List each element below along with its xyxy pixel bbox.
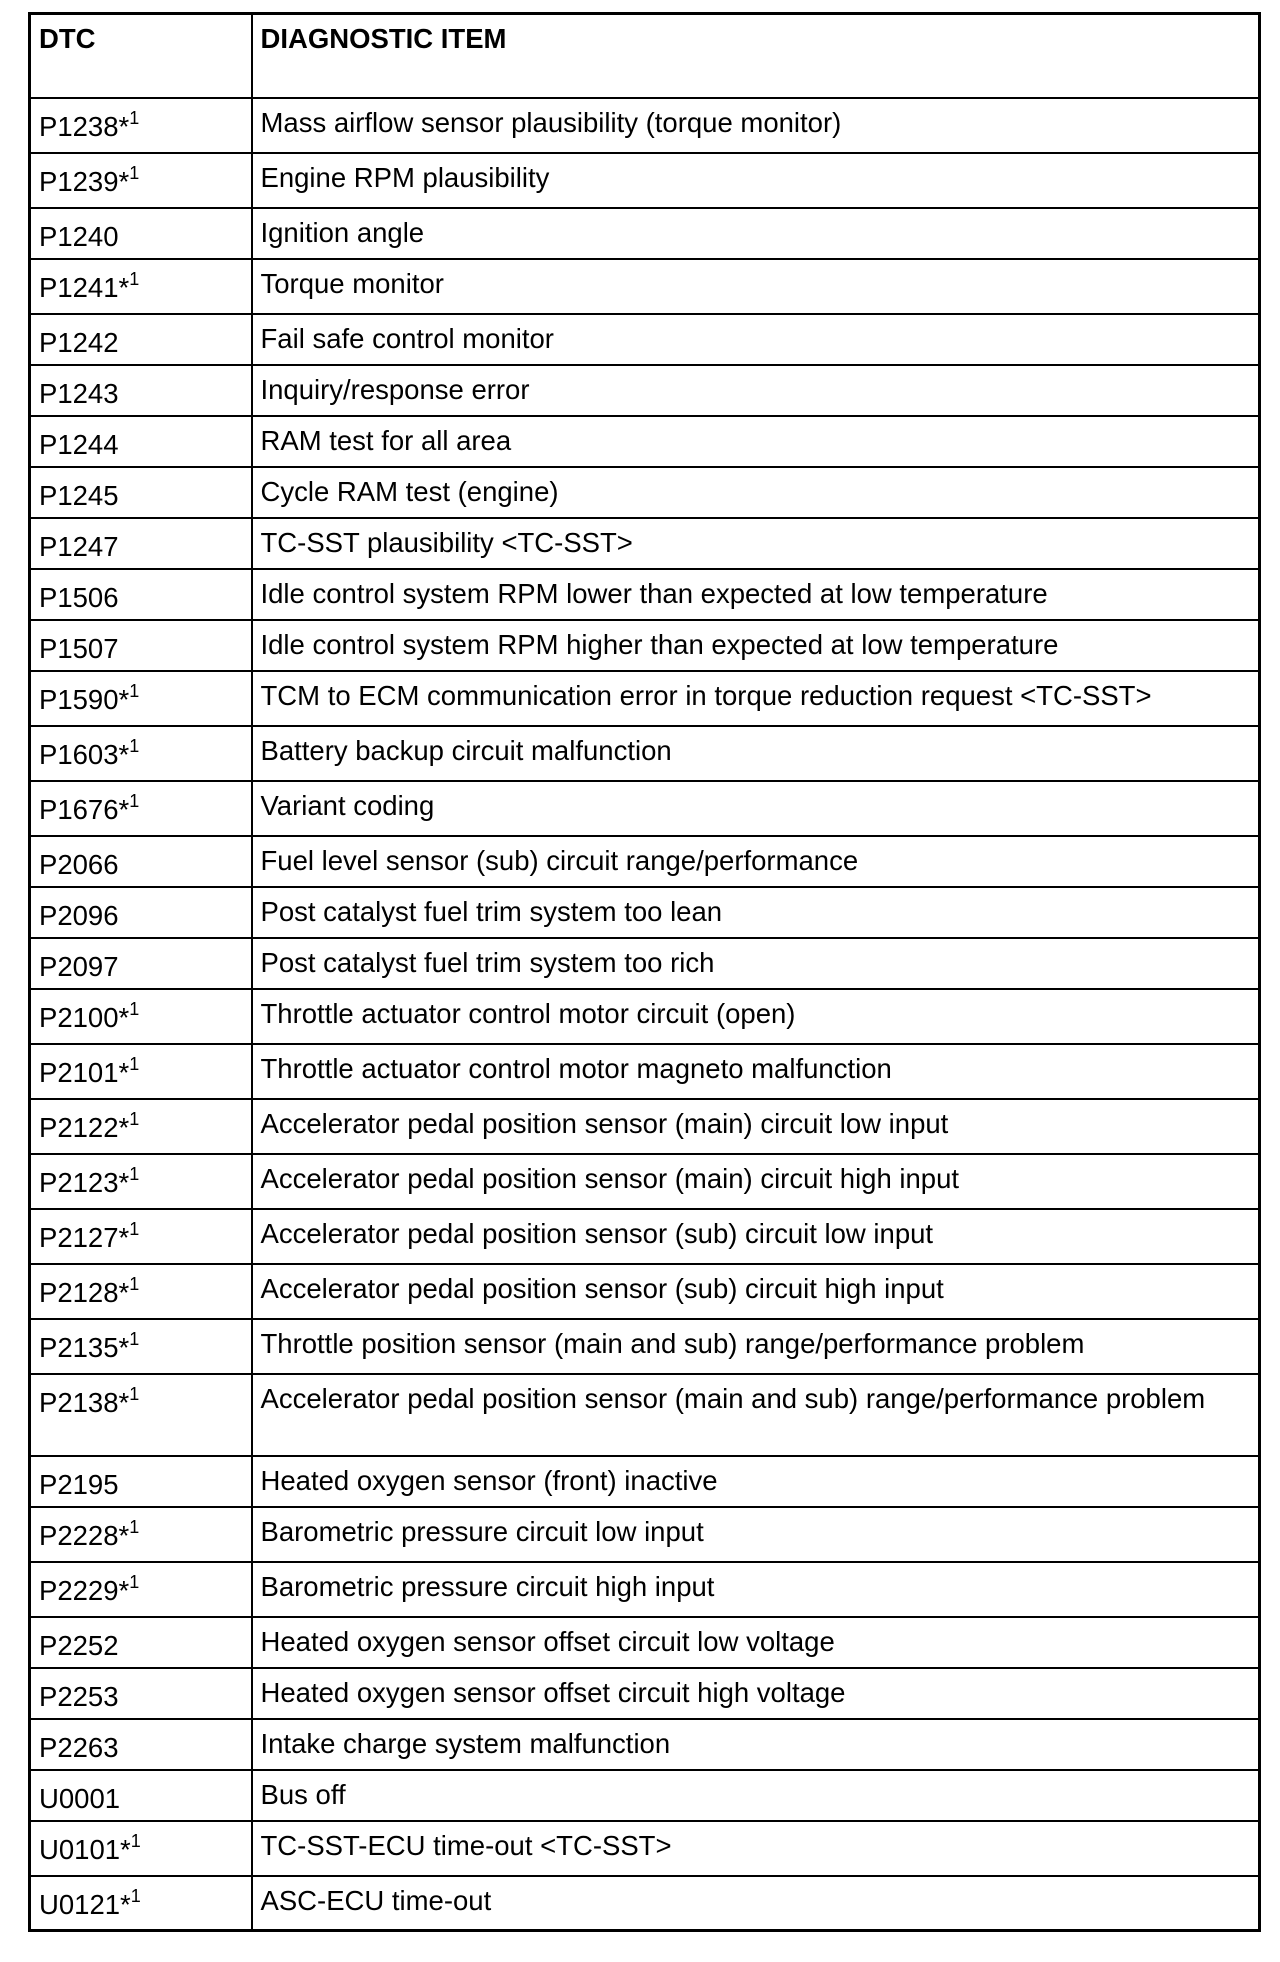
- diagnostic-item-cell: Post catalyst fuel trim system too lean: [252, 887, 1260, 938]
- table-row: [30, 518, 1260, 569]
- dtc-code: U0101: [39, 1833, 121, 1865]
- header-dtc: DTC: [30, 14, 252, 98]
- footnote-number: 1: [129, 1108, 140, 1129]
- diagnostic-item-cell: Fuel level sensor (sub) circuit range/performance: [252, 836, 1260, 887]
- footnote-asterisk: *: [118, 1331, 130, 1363]
- footnote-number: 1: [130, 1885, 141, 1906]
- dtc-code: P2066: [39, 848, 119, 880]
- table-row: [30, 1374, 1260, 1456]
- diagnostic-item-cell: Intake charge system malfunction: [252, 1719, 1260, 1770]
- footnote-number: 1: [129, 1273, 140, 1294]
- table-row: [30, 1770, 1260, 1821]
- table-row: [30, 836, 1260, 887]
- dtc-code: P1241: [39, 271, 119, 303]
- dtc-code: P2252: [39, 1629, 119, 1661]
- footnote-number: 1: [129, 1218, 140, 1239]
- dtc-code-cell: [30, 1456, 252, 1507]
- dtc-code-cell: [30, 1507, 252, 1562]
- footnote-number: 1: [129, 107, 140, 128]
- table-row: [30, 1821, 1260, 1876]
- dtc-code-cell: [30, 569, 252, 620]
- table-row: [30, 1209, 1260, 1264]
- table-row: [30, 314, 1260, 365]
- dtc-code-cell: [30, 1319, 252, 1374]
- diagnostic-item-cell: Post catalyst fuel trim system too rich: [252, 938, 1260, 989]
- footnote-asterisk: *: [118, 738, 130, 770]
- dtc-code-cell: [30, 259, 252, 314]
- dtc-code: P2138: [39, 1386, 119, 1418]
- dtc-code-cell: [30, 314, 252, 365]
- dtc-code: U0121: [39, 1888, 121, 1920]
- dtc-code: P2097: [39, 950, 119, 982]
- footnote-asterisk: *: [120, 1833, 131, 1865]
- table-row: [30, 365, 1260, 416]
- footnote-number: 1: [129, 1163, 140, 1184]
- dtc-code: P1506: [39, 581, 119, 613]
- dtc-code: P1244: [39, 428, 119, 460]
- dtc-code: P1239: [39, 165, 119, 197]
- diagnostic-item-cell: Heated oxygen sensor (front) inactive: [252, 1456, 1260, 1507]
- diagnostic-item-cell: Idle control system RPM higher than expected at low temperature: [252, 620, 1260, 671]
- dtc-code: P1242: [39, 326, 119, 358]
- dtc-code: P1238: [39, 110, 119, 142]
- dtc-code-cell: [30, 98, 252, 153]
- diagnostic-item-cell: Accelerator pedal position sensor (sub) circuit high input: [252, 1264, 1260, 1319]
- table-row: [30, 1099, 1260, 1154]
- footnote-number: 1: [129, 268, 140, 289]
- dtc-code: P1247: [39, 530, 119, 562]
- table-row: [30, 1719, 1260, 1770]
- diagnostic-item-cell: Throttle position sensor (main and sub) range/performance problem: [252, 1319, 1260, 1374]
- dtc-code: P1603: [39, 738, 119, 770]
- diagnostic-item-cell: Variant coding: [252, 781, 1260, 836]
- table-row: [30, 1456, 1260, 1507]
- footnote-number: 1: [129, 1571, 140, 1592]
- dtc-code: P1245: [39, 479, 119, 511]
- dtc-code-cell: [30, 1719, 252, 1770]
- dtc-code-cell: [30, 726, 252, 781]
- dtc-code: P2263: [39, 1731, 119, 1763]
- diagnostic-item-cell: Accelerator pedal position sensor (main) circuit low input: [252, 1099, 1260, 1154]
- diagnostic-item-cell: TC-SST-ECU time-out <TC-SST>: [252, 1821, 1260, 1876]
- table-row: [30, 259, 1260, 314]
- dtc-code-cell: [30, 365, 252, 416]
- dtc-code: P2229: [39, 1574, 119, 1606]
- dtc-code: P2128: [39, 1276, 119, 1308]
- dtc-code: P2253: [39, 1680, 119, 1712]
- table-row: [30, 989, 1260, 1044]
- footnote-asterisk: *: [118, 1221, 130, 1253]
- diagnostic-item-cell: Barometric pressure circuit high input: [252, 1562, 1260, 1617]
- table-row: [30, 153, 1260, 208]
- footnote-asterisk: *: [118, 110, 130, 142]
- dtc-code: P1676: [39, 793, 119, 825]
- footnote-number: 1: [129, 680, 140, 701]
- diagnostic-item-cell: Heated oxygen sensor offset circuit high voltage: [252, 1668, 1260, 1719]
- dtc-code-cell: [30, 989, 252, 1044]
- diagnostic-item-cell: Ignition angle: [252, 208, 1260, 259]
- dtc-code-cell: [30, 1617, 252, 1668]
- diagnostic-item-cell: Inquiry/response error: [252, 365, 1260, 416]
- dtc-code-cell: [30, 1099, 252, 1154]
- footnote-number: 1: [129, 790, 140, 811]
- footnote-asterisk: *: [118, 1001, 130, 1033]
- footnote-asterisk: *: [118, 683, 130, 715]
- table-row: [30, 887, 1260, 938]
- dtc-code-cell: [30, 620, 252, 671]
- diagnostic-item-cell: Cycle RAM test (engine): [252, 467, 1260, 518]
- table-row: [30, 1617, 1260, 1668]
- dtc-code-cell: [30, 153, 252, 208]
- diagnostic-item-cell: Fail safe control monitor: [252, 314, 1260, 365]
- dtc-code-cell: [30, 1264, 252, 1319]
- dtc-code-cell: [30, 836, 252, 887]
- diagnostic-item-cell: Throttle actuator control motor circuit (open): [252, 989, 1260, 1044]
- footnote-asterisk: *: [118, 271, 130, 303]
- dtc-code: P1240: [39, 220, 119, 252]
- diagnostic-item-cell: Accelerator pedal position sensor (sub) circuit low input: [252, 1209, 1260, 1264]
- diagnostic-item-cell: Torque monitor: [252, 259, 1260, 314]
- table-row: [30, 620, 1260, 671]
- diagnostic-item-cell: Engine RPM plausibility: [252, 153, 1260, 208]
- footnote-asterisk: *: [118, 1111, 130, 1143]
- dtc-code: P2100: [39, 1001, 119, 1033]
- dtc-code: P2195: [39, 1468, 119, 1500]
- dtc-code-cell: [30, 938, 252, 989]
- table-row: [30, 208, 1260, 259]
- footnote-number: 1: [130, 1830, 141, 1851]
- table-row: [30, 1154, 1260, 1209]
- header-diagnostic-item: DIAGNOSTIC ITEM: [252, 14, 1260, 98]
- footnote-number: 1: [129, 162, 140, 183]
- table-body: [30, 98, 1260, 1931]
- diagnostic-item-cell: Throttle actuator control motor magneto malfunction: [252, 1044, 1260, 1099]
- dtc-code: P2135: [39, 1331, 119, 1363]
- dtc-code-cell: [30, 1154, 252, 1209]
- footnote-asterisk: *: [118, 165, 130, 197]
- diagnostic-item-cell: Idle control system RPM lower than expected at low temperature: [252, 569, 1260, 620]
- table-row: [30, 1044, 1260, 1099]
- dtc-code-cell: [30, 1374, 252, 1456]
- table-row: [30, 416, 1260, 467]
- table-row: [30, 98, 1260, 153]
- footnote-number: 1: [129, 998, 140, 1019]
- table-row: [30, 781, 1260, 836]
- dtc-code: P2101: [39, 1056, 119, 1088]
- diagnostic-item-cell: Barometric pressure circuit low input: [252, 1507, 1260, 1562]
- dtc-code-cell: [30, 1876, 252, 1931]
- dtc-code-cell: [30, 887, 252, 938]
- table-row: [30, 1264, 1260, 1319]
- dtc-code-cell: [30, 1044, 252, 1099]
- footnote-asterisk: *: [118, 1386, 130, 1418]
- table-row: [30, 1668, 1260, 1719]
- dtc-code-cell: [30, 467, 252, 518]
- table-row: [30, 938, 1260, 989]
- footnote-asterisk: *: [120, 1888, 131, 1920]
- dtc-code-cell: [30, 1668, 252, 1719]
- diagnostic-item-cell: Accelerator pedal position sensor (main) circuit high input: [252, 1154, 1260, 1209]
- dtc-code-cell: [30, 1562, 252, 1617]
- dtc-code-cell: [30, 781, 252, 836]
- diagnostic-item-cell: RAM test for all area: [252, 416, 1260, 467]
- footnote-asterisk: *: [118, 1056, 130, 1088]
- dtc-code-cell: [30, 1209, 252, 1264]
- dtc-code-cell: [30, 1770, 252, 1821]
- footnote-number: 1: [129, 735, 140, 756]
- header-row: [30, 14, 1260, 98]
- diagnostic-item-cell: TCM to ECM communication error in torque reduction request <TC-SST>: [252, 671, 1260, 726]
- table-row: [30, 1507, 1260, 1562]
- dtc-code: P2228: [39, 1519, 119, 1551]
- diagnostic-item-cell: Battery backup circuit malfunction: [252, 726, 1260, 781]
- footnote-number: 1: [129, 1053, 140, 1074]
- footnote-asterisk: *: [118, 793, 130, 825]
- dtc-code-cell: [30, 671, 252, 726]
- dtc-code: P2127: [39, 1221, 119, 1253]
- footnote-number: 1: [129, 1516, 140, 1537]
- footnote-asterisk: *: [118, 1519, 130, 1551]
- table-row: [30, 1319, 1260, 1374]
- dtc-code: P1590: [39, 683, 119, 715]
- dtc-table: [28, 12, 1261, 1932]
- footnote-asterisk: *: [118, 1166, 130, 1198]
- diagnostic-item-cell: ASC-ECU time-out: [252, 1876, 1260, 1931]
- table-row: [30, 467, 1260, 518]
- dtc-code-cell: [30, 1821, 252, 1876]
- dtc-code: P2096: [39, 899, 119, 931]
- diagnostic-item-cell: Accelerator pedal position sensor (main and sub) range/performance problem: [252, 1374, 1260, 1456]
- table-row: [30, 1562, 1260, 1617]
- footnote-number: 1: [129, 1328, 140, 1349]
- dtc-code-cell: [30, 208, 252, 259]
- table-row: [30, 671, 1260, 726]
- table-row: [30, 1876, 1260, 1931]
- dtc-code: P1243: [39, 377, 119, 409]
- table-row: [30, 569, 1260, 620]
- dtc-code: U0001: [39, 1782, 121, 1814]
- diagnostic-item-cell: Mass airflow sensor plausibility (torque monitor): [252, 98, 1260, 153]
- footnote-asterisk: *: [118, 1276, 130, 1308]
- dtc-code-cell: [30, 518, 252, 569]
- table-row: [30, 726, 1260, 781]
- dtc-code: P2122: [39, 1111, 119, 1143]
- diagnostic-item-cell: Heated oxygen sensor offset circuit low voltage: [252, 1617, 1260, 1668]
- dtc-code: P1507: [39, 632, 119, 664]
- footnote-asterisk: *: [118, 1574, 130, 1606]
- dtc-code: P2123: [39, 1166, 119, 1198]
- dtc-code-cell: [30, 416, 252, 467]
- footnote-number: 1: [129, 1383, 140, 1404]
- diagnostic-item-cell: Bus off: [252, 1770, 1260, 1821]
- diagnostic-item-cell: TC-SST plausibility <TC-SST>: [252, 518, 1260, 569]
